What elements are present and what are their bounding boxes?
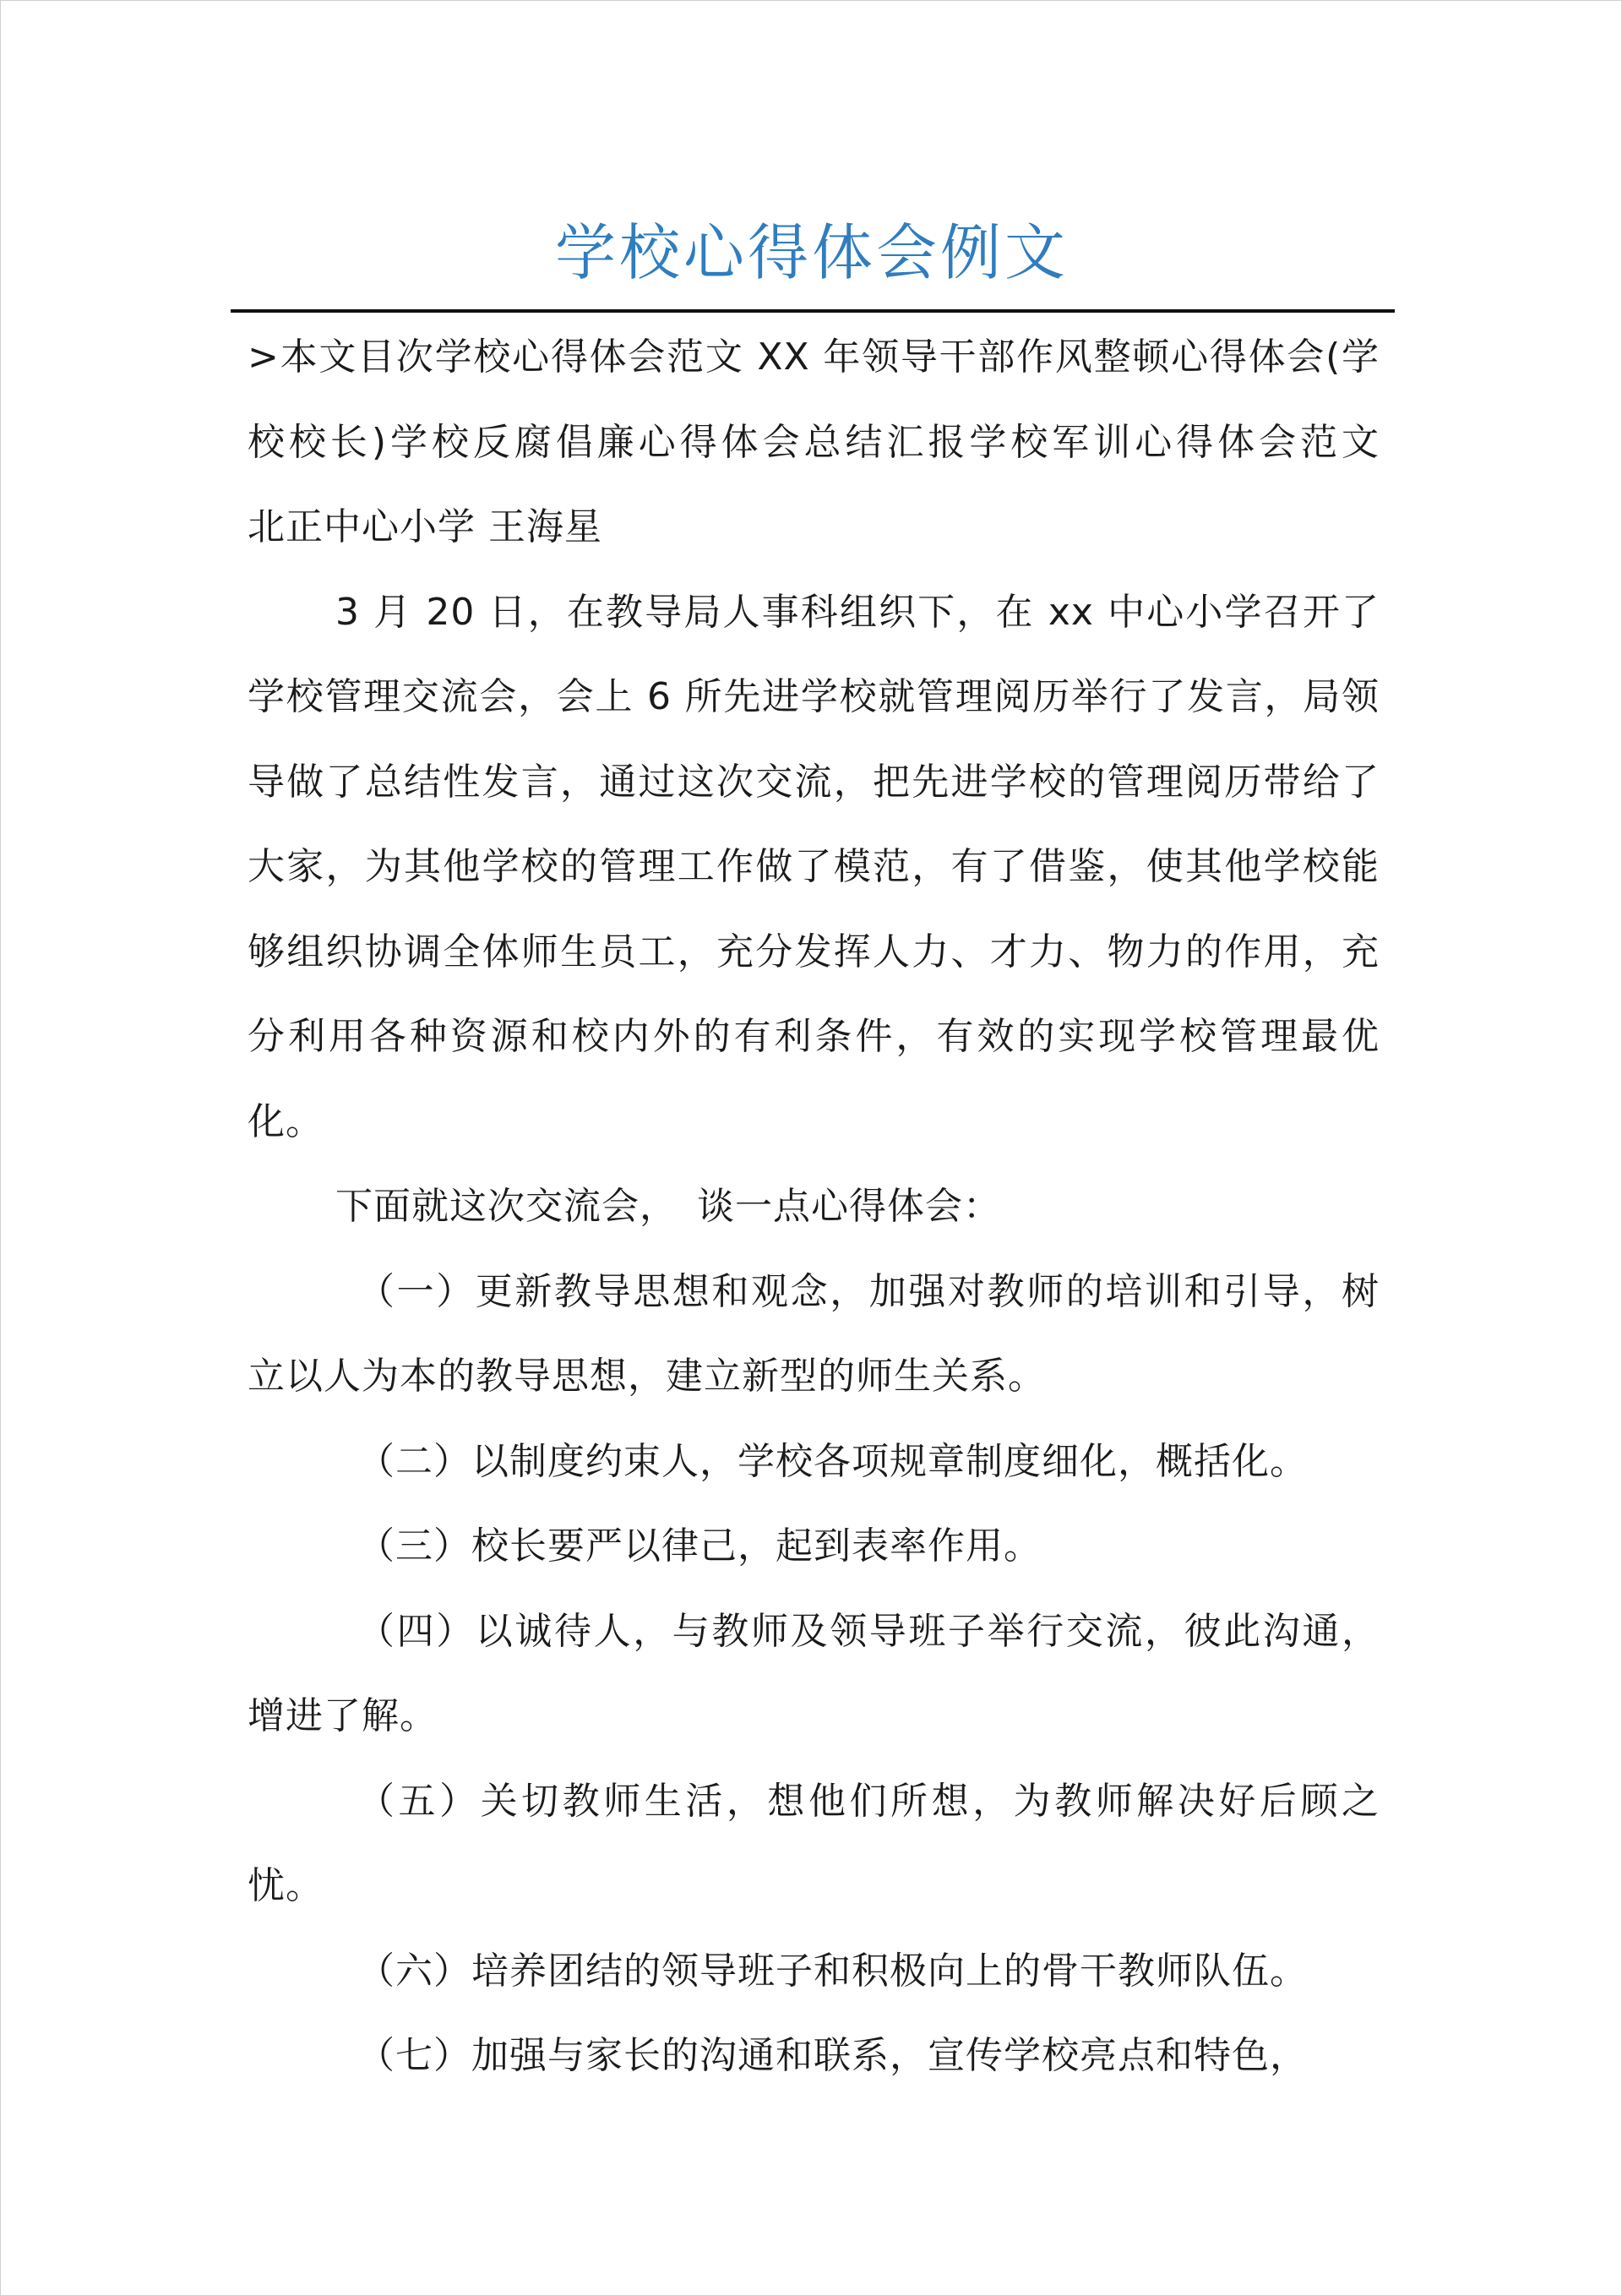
paragraph-item-5: （五）关切教师生活，想他们所想，为教师解决好后顾之忧。 bbox=[248, 1779, 1380, 1907]
paragraph-item-1: （一）更新教导思想和观念，加强对教师的培训和引导，树立以人为本的教导思想，建立新型的师生关系。 bbox=[248, 1269, 1380, 1398]
document-title: 学校心得体会例文 bbox=[554, 217, 1069, 288]
paragraph-toc: >本文目次学校心得体会范文 XX 年领导干部作风整顿心得体会(学校校长)学校反腐倡廉心得体会总结汇报学校军训心得体会范文 北正中心小学 王海星 bbox=[248, 335, 1456, 548]
paragraph-item-7: （七）加强与家长的沟通和联系，宣传学校亮点和特色， bbox=[357, 2034, 1308, 2077]
paragraph-item-4: （四）以诚待人，与教师及领导班子举行交流，彼此沟通，增进了解。 bbox=[248, 1609, 1380, 1737]
paragraph-item-3: （三）校长要严以律己，起到表率作用。 bbox=[357, 1524, 1042, 1568]
paragraph-item-2: （二）以制度约束人，学校各项规章制度细化，概括化。 bbox=[357, 1439, 1308, 1483]
document-body bbox=[248, 315, 1456, 2099]
paragraph-lead: 下面就这次交流会， 谈一点心得体会： bbox=[335, 1185, 1001, 1228]
paragraph-item-6: （六）培养团结的领导班子和积极向上的骨干教师队伍。 bbox=[357, 1949, 1308, 1993]
paragraph-intro: 3 月 20 日，在教导局人事科组织下，在 xx 中心小学召开了学校管理交流会，会上 6 所先进学校就管理阅历举行了发言，局领导做了总结性发言，通过这次交流，把先进学校的管理阅历带给了大家，为其他学校的管理工作做了模范，有了借鉴，使其他学校能够组织协调全体师生员工，充分发挥人力、才力、物力的作用，充分利用各种资源和校内外的有利条件，有效的实现学校管理最优化。 bbox=[248, 590, 1380, 1143]
title-divider bbox=[231, 309, 1395, 313]
